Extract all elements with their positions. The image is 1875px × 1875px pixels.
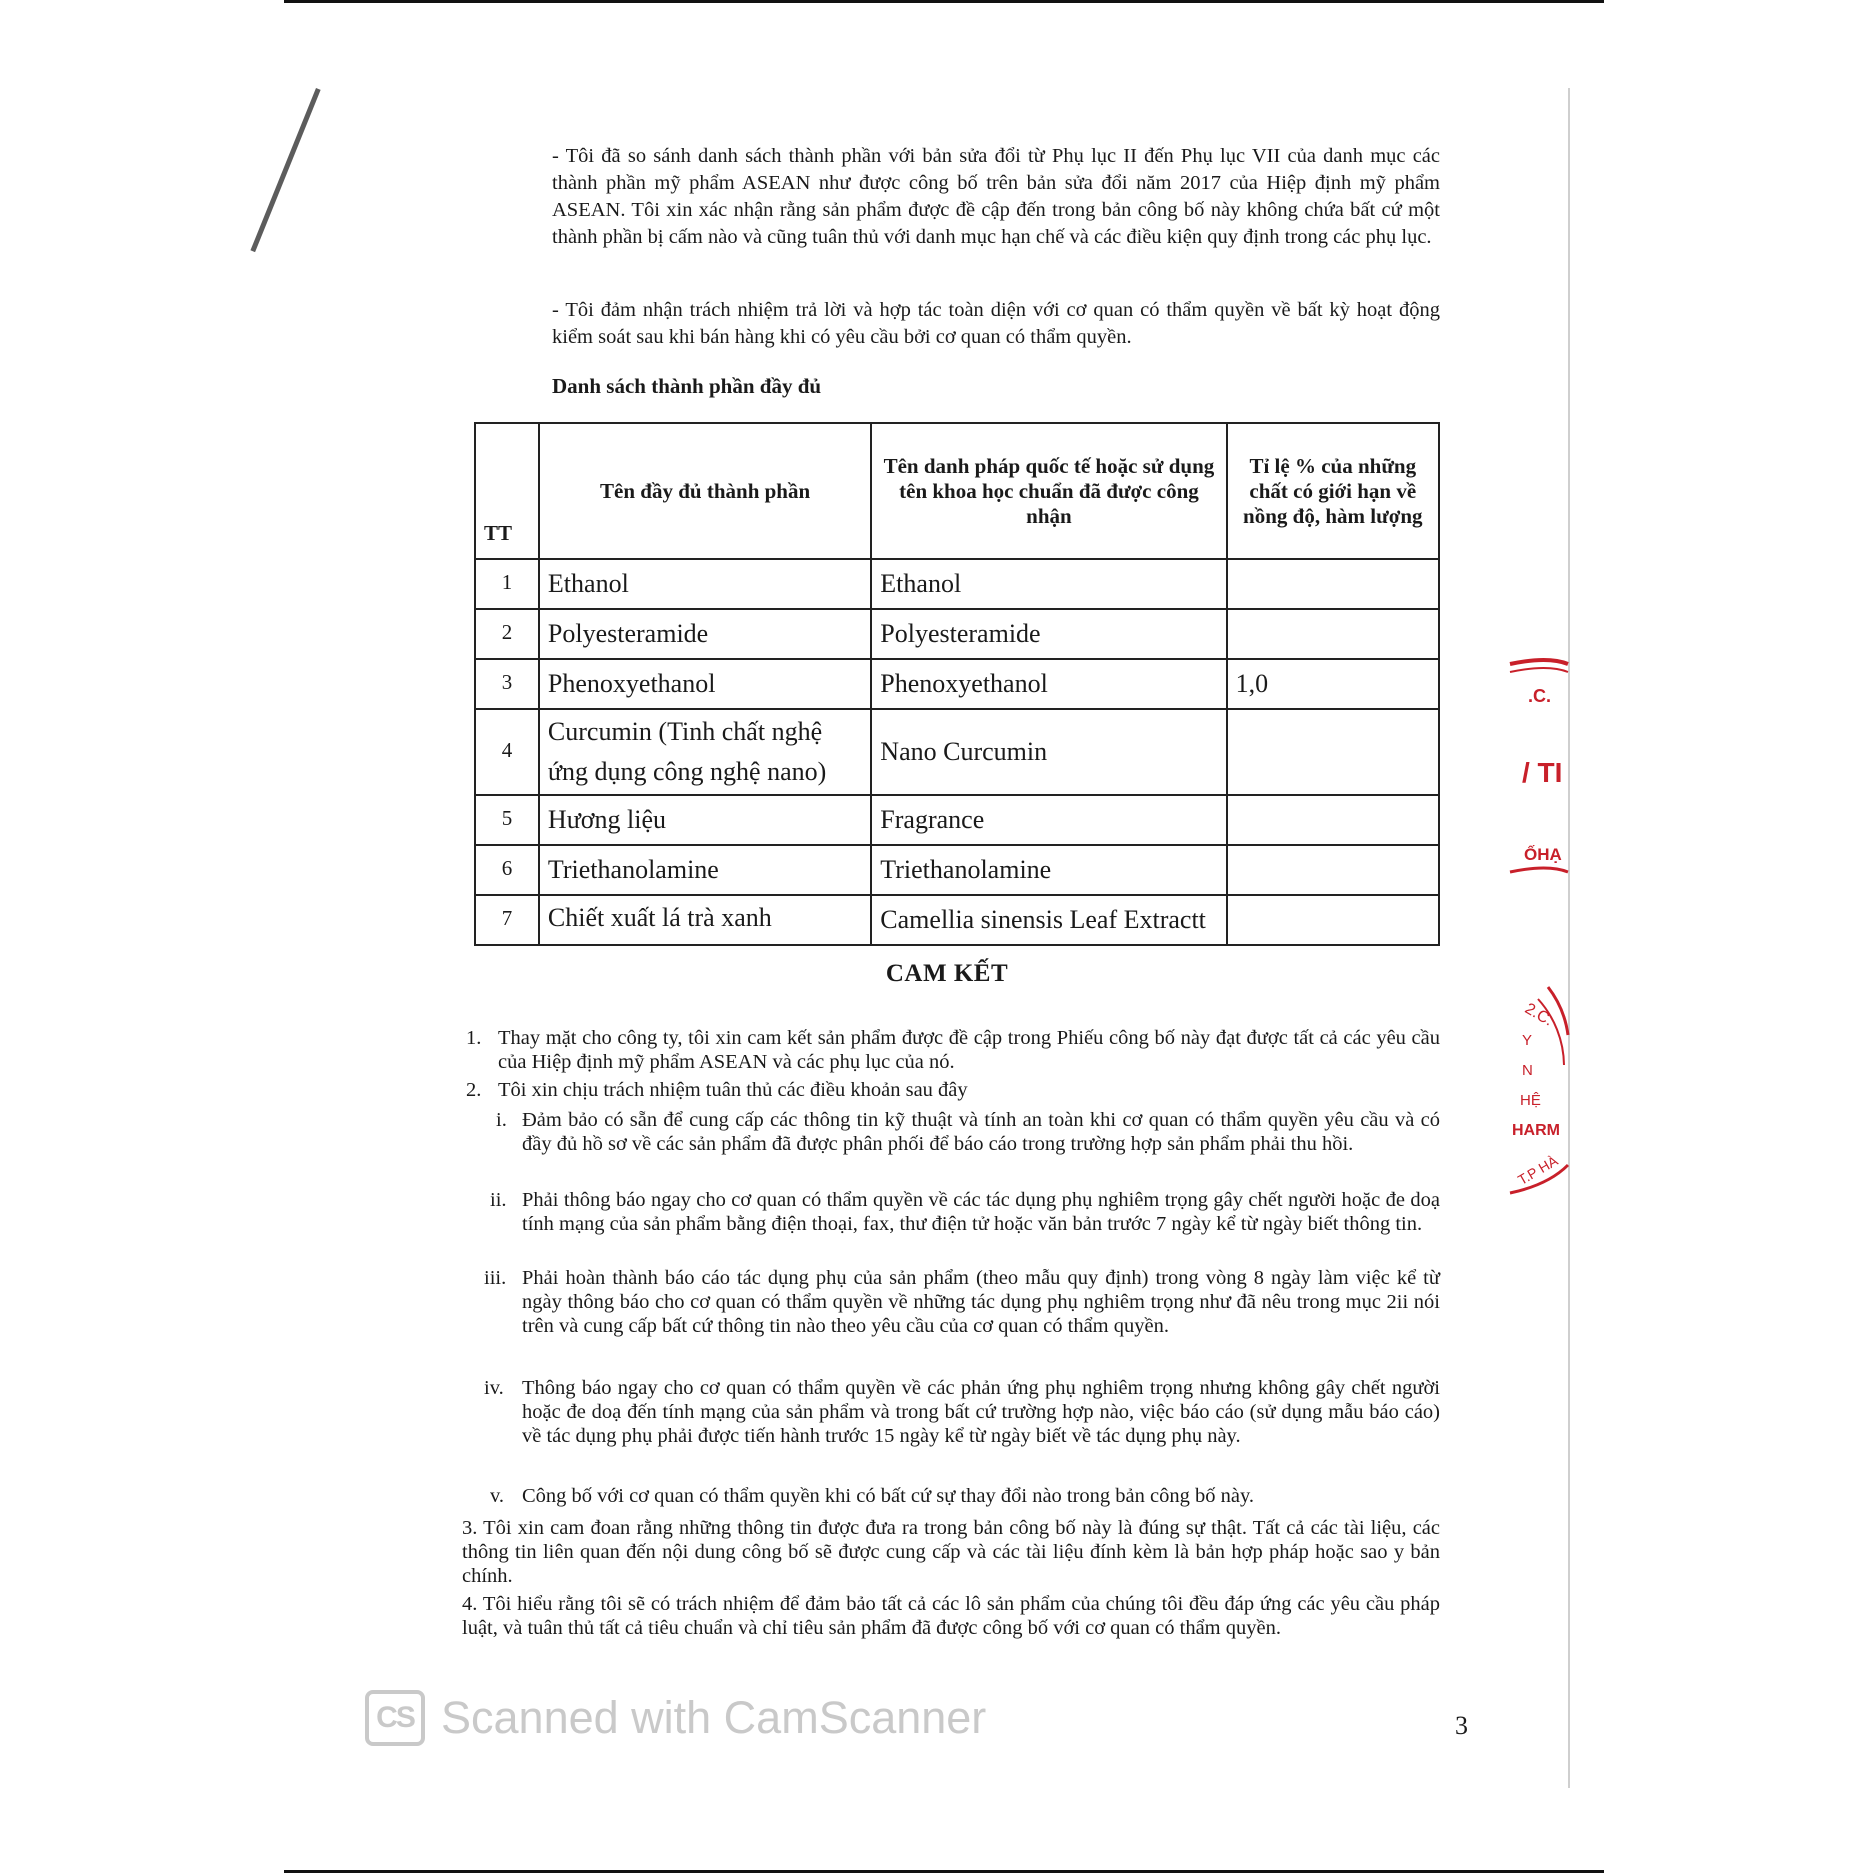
ingredient-inci: Polyesteramide [871,609,1226,659]
bottom-border-line [284,1870,1604,1873]
commitment-sub-iii [480,1266,1440,1338]
item-number: v. [490,1485,505,1507]
stamp-text: / TI [1522,757,1563,788]
table-row [475,795,1439,845]
row-number: 4 [475,709,539,795]
ingredient-percentage: 1,0 [1227,659,1439,709]
pen-mark [250,88,320,252]
ingredient-name: Ethanol [539,559,871,609]
ingredient-percentage [1227,559,1439,609]
table-row [475,609,1439,659]
stamp-text: HARM [1512,1122,1560,1139]
row-number: 2 [475,609,539,659]
stamp-text: N [1522,1062,1533,1079]
row-number: 5 [475,795,539,845]
stamp-text: .C. [1528,686,1552,706]
commitment-item-1 [466,1026,1440,1074]
top-border-line [284,0,1604,3]
stamp-text: 2.C. [1521,1000,1556,1030]
commitment-sub-iv [480,1376,1440,1448]
declaration-paragraph-2: - Tôi đảm nhận trách nhiệm trả lời và hợp tác toàn diện với cơ quan có thẩm quyền về bất kỳ hoạt động kiểm soát sau khi bán hàng khi có yêu cầu bởi cơ quan có thẩm quyền. [552,299,1440,348]
item-text: Đảm bảo có sẵn để cung cấp các thông tin kỹ thuật và tính an toàn khi cơ quan có thẩm quyền yêu cầu và có đầy đủ hồ sơ về các sản phẩm đã được phân phối để báo cáo trong trường hợp sản phẩm phải thu hồi. [522,1109,1440,1155]
ingredient-name: Triethanolamine [539,845,871,895]
item-text: Thông báo ngay cho cơ quan có thẩm quyền về các phản ứng phụ nghiêm trọng nhưng không gây chết người hoặc đe doạ đến tính mạng của sản phẩm và trong bất cứ trường hợp nào, việc báo cáo (sử dụng mẫu báo cáo) về tác dụng phụ phải được tiến hành trước 15 ngày kể từ ngày biết về tác dụng phụ này. [522,1377,1440,1447]
commitment-item-4: 4. Tôi hiểu rằng tôi sẽ có trách nhiệm để đảm bảo tất cả các lô sản phẩm của chúng tôi đều đáp ứng các yêu cầu pháp luật, và tuân thủ tất cả tiêu chuẩn và chỉ tiêu sản phẩm đã được công bố với cơ quan có thẩm quyền. [462,1593,1440,1639]
table-row [475,895,1439,945]
ingredient-name: Phenoxyethanol [539,659,871,709]
stamp-text: ỐHẠ [1524,845,1562,864]
ingredients-table [474,422,1440,946]
item-number: i. [496,1109,507,1131]
stamp-arc [1510,668,1568,672]
ingredient-percentage [1227,795,1439,845]
red-company-stamp-top [1508,650,1570,880]
item-text: Phải thông báo ngay cho cơ quan có thẩm quyền về các tác dụng phụ nghiêm trọng gây chết người hoặc đe doạ tính mạng của sản phẩm bằng điện thoại, fax, thư điện tử hoặc văn bản trước 7 ngày kể từ ngày biết thông tin. [522,1189,1440,1235]
ingredients-heading: Danh sách thành phần đầy đủ [552,374,822,398]
commitment-item-3: 3. Tôi xin cam đoan rằng những thông tin được đưa ra trong bản công bố này là đúng sự thật. Tất cả các tài liệu, các thông tin liên quan đến nội dung công bố sẽ được cung cấp và các tài liệu đính kèm là bản hợp pháp hoặc sao y bản chính. [462,1517,1440,1587]
watermark-text: Scanned with CamScanner [441,1692,987,1743]
ingredient-inci: Phenoxyethanol [871,659,1226,709]
header-full-name: Tên đầy đủ thành phần [539,423,871,559]
item-number: iii. [484,1267,507,1289]
ingredient-percentage [1227,895,1439,945]
item-text: Phải hoàn thành báo cáo tác dụng phụ của sản phẩm (theo mẫu quy định) trong vòng 8 ngày làm việc kể từ ngày thông báo cho cơ quan có thẩm quyền về những tác dụng phụ nghiêm trọng như đã nêu trong mục 2ii nói trên và cung cấp bất cứ thông tin nào theo yêu cầu của cơ quan có thẩm quyền. [522,1267,1440,1337]
stamp-arc [1510,868,1568,872]
table-row [475,659,1439,709]
red-company-stamp-bottom [1508,985,1570,1215]
stamp-text: T.P HÀ [1514,1152,1561,1188]
commitment-sub-v [480,1484,1440,1508]
commitment-sub-ii [480,1188,1440,1236]
ingredient-inci: Ethanol [871,559,1226,609]
ingredient-name: Polyesteramide [539,609,871,659]
table-row [475,709,1439,795]
camscanner-watermark [365,1690,986,1746]
ingredient-inci: Fragrance [871,795,1226,845]
header-tt: TT [475,423,539,559]
ingredient-name: Hương liệu [539,795,871,845]
declaration-paragraph-1: - Tôi đã so sánh danh sách thành phần với bản sửa đổi từ Phụ lục II đến Phụ lục VII của danh mục các thành phần mỹ phẩm ASEAN như được công bố trên bản sửa đổi năm 2017 của Hiệp định mỹ phẩm ASEAN. Tôi xin xác nhận rằng sản phẩm được đề cập đến trong bản công bố này không chứa bất cứ một thành phần bị cấm nào và cũng tuân thủ với danh mục hạn chế và các điều kiện quy định trong các phụ lục. [552,145,1440,248]
stamp-arc [1510,660,1568,664]
page-edge-shadow [1568,88,1570,1788]
row-number: 7 [475,895,539,945]
ingredient-percentage [1227,845,1439,895]
row-number: 6 [475,845,539,895]
ingredient-inci: Triethanolamine [871,845,1226,895]
stamp-text: Y [1522,1032,1533,1049]
item-number: iv. [484,1377,504,1399]
item-number: 1. [466,1027,482,1049]
row-number: 1 [475,559,539,609]
ingredient-percentage [1227,709,1439,795]
header-inci-name: Tên danh pháp quốc tế hoặc sử dụng tên khoa học chuẩn đã được công nhận [871,423,1226,559]
table-row [475,845,1439,895]
ingredient-name: Curcumin (Tinh chất nghệ ứng dụng công nghệ nano) [539,709,871,795]
commitment-sub-i [480,1108,1440,1156]
stamp-text: HỆ [1520,1092,1541,1109]
ingredient-name: Chiết xuất lá trà xanh [539,895,871,945]
camscanner-logo-icon: CS [365,1690,425,1746]
row-number: 3 [475,659,539,709]
table-header-row [475,423,1439,559]
item-text: Tôi xin chịu trách nhiệm tuân thủ các điều khoản sau đây [498,1079,968,1101]
ingredient-inci: Nano Curcumin [871,709,1226,795]
header-percentage: Tỉ lệ % của những chất có giới hạn về nồng độ, hàm lượng [1227,423,1439,559]
ingredient-percentage [1227,609,1439,659]
commitment-item-2 [466,1078,1440,1102]
item-text: Công bố với cơ quan có thẩm quyền khi có bất cứ sự thay đổi nào trong bản công bố này. [522,1485,1255,1507]
item-number: 2. [466,1079,482,1101]
table-row [475,559,1439,609]
ingredient-inci: Camellia sinensis Leaf Extractt [871,895,1226,945]
page-number: 3 [1455,1711,1468,1740]
commitment-title: CAM KẾT [885,960,1009,987]
item-text: Thay mặt cho công ty, tôi xin cam kết sản phẩm được đề cập trong Phiếu công bố này đạt được tất cả các yêu cầu của Hiệp định mỹ phẩm ASEAN và các phụ lục của nó. [498,1027,1440,1073]
item-number: ii. [490,1189,507,1211]
